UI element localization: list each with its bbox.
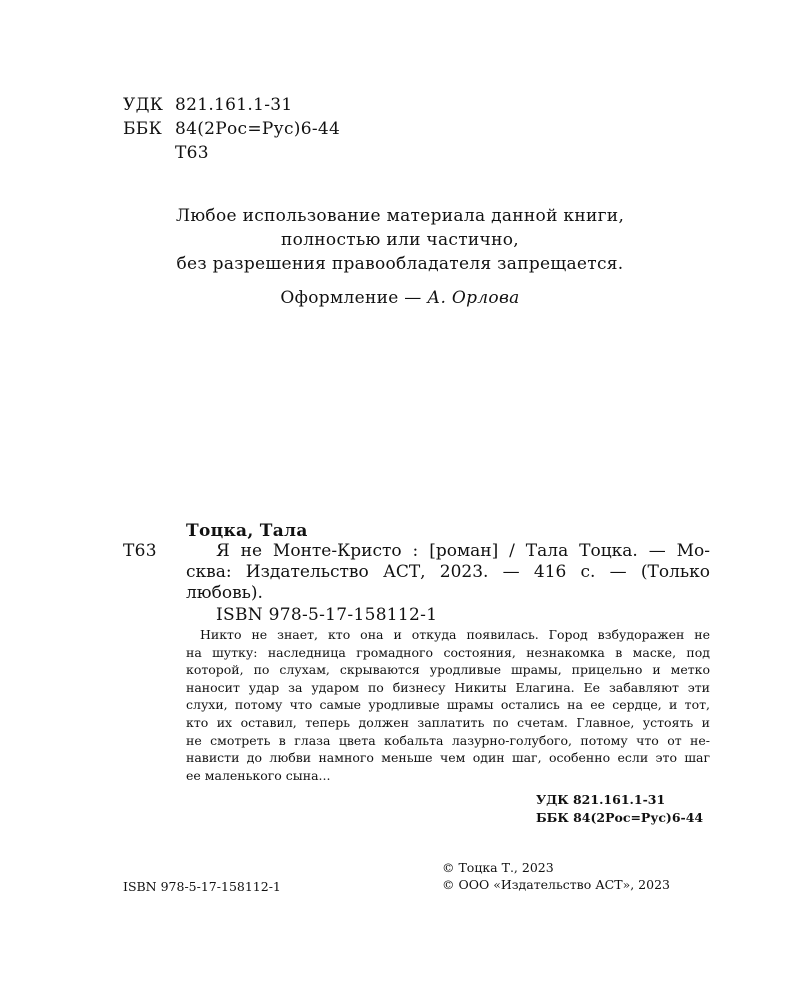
footer-isbn: ISBN 978-5-17-158112-1 bbox=[123, 879, 281, 894]
description-line: сква: Издательство АСТ, 2023. — 416 с. — (Только bbox=[186, 562, 710, 582]
catalog-author-mark: Т63 bbox=[123, 541, 157, 561]
description-line: любовь). bbox=[186, 583, 263, 603]
copyright-author: © Тоцка Т., 2023 bbox=[442, 860, 554, 875]
designer-name: А. Орлова bbox=[427, 288, 520, 308]
notice-line-3: без разрешения правообладателя запрещается. bbox=[176, 254, 624, 274]
annotation-line: кто их оставил, теперь должен заплатить по счетам. Главное, устоять и bbox=[186, 714, 710, 730]
annotation-line: на шутку: наследница громадного состояния, незнакомка в маске, под bbox=[186, 644, 710, 660]
description-line: Я не Монте-Кристо : [роман] / Тала Тоцка. — Мо- bbox=[216, 541, 710, 561]
bbk-value: 84(2Рос=Рус)6-44 bbox=[175, 119, 341, 139]
udk-label: УДК bbox=[123, 95, 164, 115]
catalog-author: Тоцка, Тала bbox=[186, 521, 308, 541]
notice-line-2: полностью или частично, bbox=[281, 230, 519, 250]
annotation bbox=[186, 626, 710, 784]
annotation-line: Никто не знает, кто она и откуда появилась. Город взбудоражен не bbox=[200, 627, 710, 642]
author-mark: Т63 bbox=[175, 143, 209, 163]
annotation-line: ее маленького сына... bbox=[186, 767, 331, 783]
catalog-udk: УДК 821.161.1-31 bbox=[536, 792, 666, 807]
copyright-publisher: © ООО «Издательство АСТ», 2023 bbox=[442, 877, 670, 892]
design-label: Оформление — bbox=[280, 288, 428, 308]
design-credit bbox=[0, 288, 800, 308]
annotation-line: которой, по слухам, скрываются уродливые шрамы, прицельно и метко bbox=[186, 662, 710, 678]
annotation-line: нависти до любви намного меньше чем один шаг, особенно если это шаг bbox=[186, 750, 710, 766]
catalog-bbk: ББК 84(2Рос=Рус)6-44 bbox=[536, 810, 704, 825]
udk-value: 821.161.1-31 bbox=[175, 95, 293, 115]
annotation-line: слухи, потому что самые уродливые шрамы остались на ее сердце, и тот, bbox=[186, 697, 710, 713]
notice-line-1: Любое использование материала данной книги, bbox=[175, 206, 625, 226]
annotation-line: не смотреть в глаза цвета кобальта лазурно-голубого, потому что от не- bbox=[186, 732, 710, 748]
catalog-description bbox=[186, 541, 710, 604]
annotation-line: наносит удар за ударом по бизнесу Никиты Елагина. Ее забавляют эти bbox=[186, 679, 710, 695]
bbk-label: ББК bbox=[123, 119, 163, 139]
catalog-isbn: ISBN 978-5-17-158112-1 bbox=[216, 605, 438, 625]
